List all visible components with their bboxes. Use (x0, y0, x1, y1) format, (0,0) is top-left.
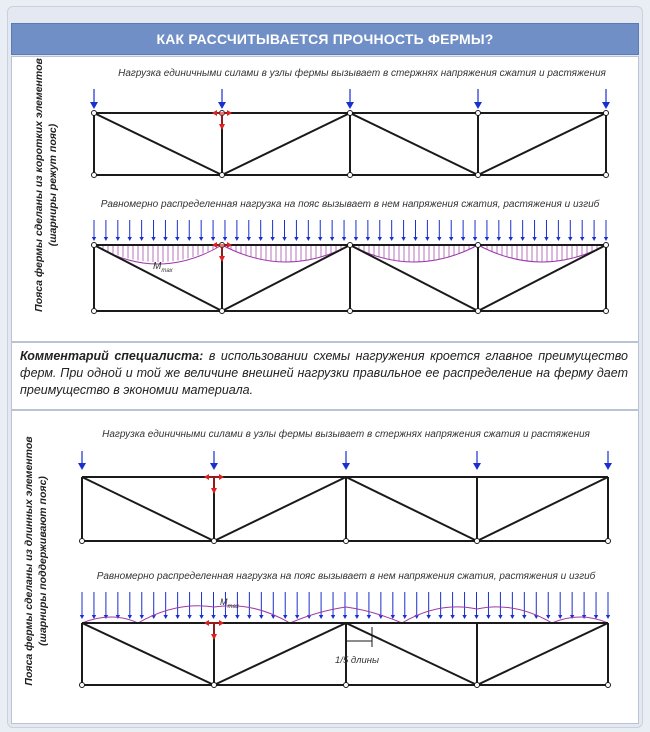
load-arrowhead (510, 615, 514, 619)
side-label-line2: (шарниры режут пояс) (47, 123, 59, 247)
load-arrowhead (354, 237, 358, 241)
truss-distributed-load (94, 245, 606, 311)
load-arrowhead (199, 237, 203, 241)
load-arrowhead (223, 615, 227, 619)
load-arrowhead (509, 237, 513, 241)
load-arrowhead (283, 615, 287, 619)
caption-node-loads-b: Нагрузка единичными силами в узлы фермы вызывает в стержнях напряжения сжатия и растяжения (102, 429, 590, 440)
load-arrowhead (486, 615, 490, 619)
distributed-load-arrows-b (80, 592, 610, 619)
load-arrowhead (270, 237, 274, 241)
load-arrowhead (342, 237, 346, 241)
expert-comment-panel (11, 342, 639, 410)
load-arrowhead (413, 237, 417, 241)
load-arrowhead (247, 615, 251, 619)
title-bar (11, 23, 639, 55)
truss-node-loads-b (82, 477, 608, 541)
load-arrowhead (139, 237, 143, 241)
load-arrowhead (175, 615, 179, 619)
load-arrowhead (425, 237, 429, 241)
load-arrowhead (128, 615, 132, 619)
dimension-label: 1/5 длины (335, 655, 379, 666)
load-arrowhead (235, 615, 239, 619)
load-arrowhead (437, 237, 441, 241)
load-arrowhead (497, 237, 501, 241)
load-arrowhead (104, 237, 108, 241)
load-arrowhead (449, 237, 453, 241)
load-arrowhead (80, 615, 84, 619)
load-arrowhead (568, 237, 572, 241)
load-arrowhead (473, 237, 477, 241)
load-arrowhead (522, 615, 526, 619)
load-arrowhead (520, 237, 524, 241)
load-arrowhead (318, 237, 322, 241)
load-arrowhead (211, 615, 215, 619)
page-title: КАК РАССЧИТЫВАЕТСЯ ПРОЧНОСТЬ ФЕРМЫ? (156, 31, 494, 47)
load-arrowhead (450, 615, 454, 619)
load-arrowhead (259, 615, 263, 619)
load-arrowhead (151, 237, 155, 241)
load-arrowhead (485, 237, 489, 241)
load-arrowhead (474, 615, 478, 619)
node-load-arrows (90, 89, 610, 109)
reaction-arrows (212, 110, 232, 130)
load-arrowhead (211, 237, 215, 241)
load-arrowhead (403, 615, 407, 619)
caption-distributed-load-b: Равномерно распределенная нагрузка на пояс вызывает в нем напряжения сжатия, растяжения и изгиб (96, 571, 596, 582)
node-load-arrows-b (78, 451, 612, 470)
load-arrowhead (175, 237, 179, 241)
load-arrowhead (330, 237, 334, 241)
load-arrowhead (461, 237, 465, 241)
truss-distributed-load-b (82, 623, 608, 685)
load-arrowhead (438, 615, 442, 619)
truss-node-loads (94, 113, 606, 175)
load-arrowhead (295, 615, 299, 619)
load-arrowhead (462, 615, 466, 619)
load-arrowhead (319, 615, 323, 619)
load-arrowhead (258, 237, 262, 241)
load-arrowhead (355, 615, 359, 619)
load-arrowhead (140, 615, 144, 619)
load-arrowhead (199, 615, 203, 619)
load-arrowhead (366, 237, 370, 241)
reaction-arrows-2 (212, 242, 232, 262)
load-arrowhead (544, 237, 548, 241)
load-arrowhead (187, 237, 191, 241)
moment-label-b: $M_{max}$ (220, 597, 239, 610)
load-arrowhead (367, 615, 371, 619)
load-arrowhead (532, 237, 536, 241)
load-arrowhead (116, 237, 120, 241)
load-arrowhead (558, 615, 562, 619)
expert-comment (20, 348, 628, 399)
comment-heading: Комментарий специалиста: (20, 349, 204, 363)
load-arrowhead (343, 615, 347, 619)
load-arrowhead (498, 615, 502, 619)
load-arrowhead (128, 237, 132, 241)
load-arrowhead (389, 237, 393, 241)
load-arrowhead (580, 237, 584, 241)
section-short-chords (11, 56, 639, 342)
load-arrowhead (401, 237, 405, 241)
reaction-arrows-b2 (204, 620, 224, 640)
load-arrowhead (247, 237, 251, 241)
load-arrowhead (331, 615, 335, 619)
load-arrowhead (546, 615, 550, 619)
reaction-arrows-b (204, 474, 224, 494)
load-arrowhead (378, 237, 382, 241)
load-arrowhead (604, 237, 608, 241)
caption-distributed-load: Равномерно распределенная нагрузка на пояс вызывает в нем напряжения сжатия, растяжения и изгиб (100, 199, 600, 210)
section-long-chords (11, 410, 639, 724)
load-arrowhead (426, 615, 430, 619)
diagram-long-chords (12, 411, 638, 723)
side-label-line2-b: (шарниры поддерживают пояс) (37, 476, 49, 646)
comment-text: в использовании схемы нагружения кроется главное преимущество ферм. При одной и той же величине внешней нагрузки правильное ее распределение на ферму дает преимущество в экономии материала. (20, 349, 628, 397)
load-arrowhead (306, 237, 310, 241)
caption-node-loads: Нагрузка единичными силами в узлы фермы вызывает в стержнях напряжения сжатия и растяжения (118, 68, 606, 79)
load-arrowhead (92, 237, 96, 241)
load-arrowhead (235, 237, 239, 241)
load-arrowhead (187, 615, 191, 619)
load-arrowhead (163, 615, 167, 619)
load-arrowhead (606, 615, 610, 619)
load-arrowhead (282, 237, 286, 241)
load-arrowhead (223, 237, 227, 241)
load-arrowhead (163, 237, 167, 241)
load-arrowhead (592, 237, 596, 241)
dimension-marker (346, 623, 372, 647)
side-label-line1: Пояса фермы сделаны из коротких элементов (33, 58, 45, 312)
moment-label: $M_{max}$ (153, 261, 173, 274)
load-arrowhead (556, 237, 560, 241)
side-label-line1-b: Пояса фермы сделаны из длинных элементов (23, 436, 35, 686)
diagram-short-chords (12, 57, 638, 341)
distributed-load-arrows (92, 220, 608, 241)
load-arrowhead (294, 237, 298, 241)
